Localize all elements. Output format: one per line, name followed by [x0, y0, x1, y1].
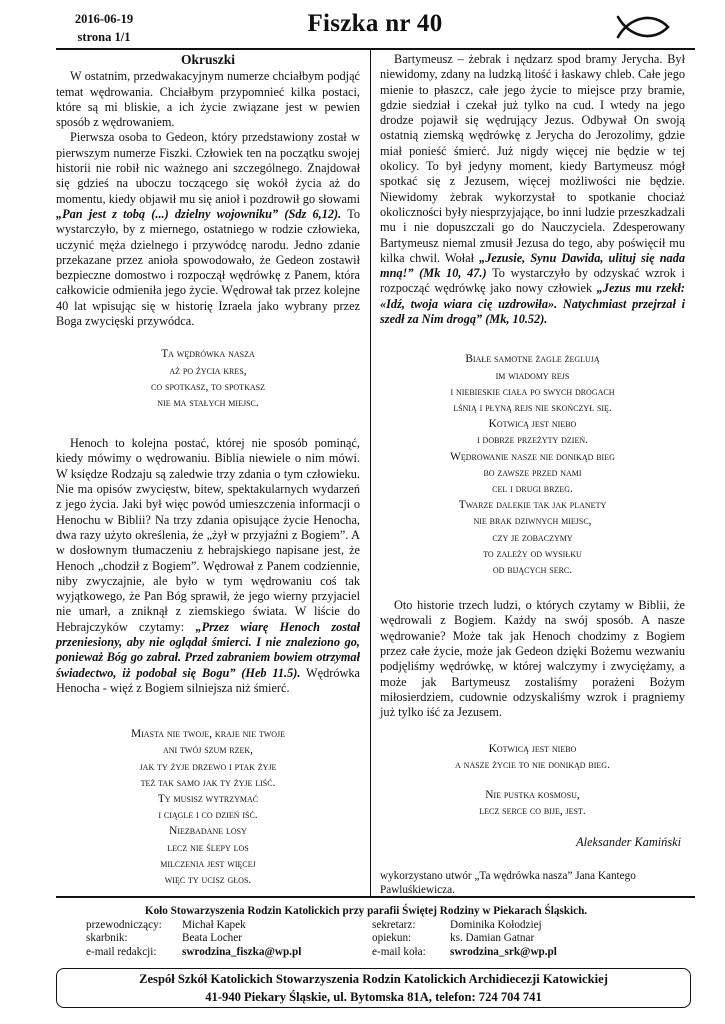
- gedeon-quote: „Pan jest z tobą (...) dzielny wojowniku” (Sdz 6,12).: [56, 206, 342, 221]
- school-address-box: [56, 968, 691, 1008]
- poem-line: i dobrze przeżyty dzień.: [477, 434, 588, 447]
- source-note: wykorzystano utwór „Ta wędrówka nasza” Jana Kantego Pawluśkiewicza.: [380, 869, 636, 897]
- bartymeusz-text: Bartymeusz – żebrak i nędzarz spod bramy Jerycha. Był niewidomy, zdany na ludzką litość i łaskawy chleb. Całe jego mienie to płaszcz, całe jego życie to miejsce przy bramie, gdzie siedział i czekał już tylko na cud. I wtedy na jego drodze pojawił się wędrujący Jezus. Odbywał On swoją ostatnią ziemską wędrówkę z Jerycha do Jerozolimy, gdzie miał ponieść śmierć. Już nigdy więcej nie będzie w tej okolicy. To był jedyny moment, kiedy Bartymeusz mógł spotkać się z Jezusem, więcej możliwości nie będzie. Niewidomy żebrak wykorzystał to spotkanie chociaż okoliczności były niesprzyjające, bo inni ludzie przeszkadzali mu i nie dopuszczali go do Nauczyciela. Zdesperowany Bartymeusz niemal zmusił Jezusa do tego, aby poświęcił mu kilka chwil. Wołał: [380, 52, 685, 265]
- gedeon-paragraph: [56, 130, 360, 329]
- contact-value: Michał Kapek: [182, 919, 246, 932]
- footer: [86, 905, 646, 959]
- poem-line: ani twój szum rzek,: [162, 744, 254, 757]
- poem-line: Niezbadane losy: [169, 825, 247, 838]
- henoch-text-end: Wędrówka Henocha - więź z Bogiem silniejsza niż śmierć.: [56, 665, 360, 695]
- poem-line: Kotwicą jest niebo: [488, 742, 577, 755]
- poem-line: to zależy od wysiłku: [483, 547, 582, 560]
- bartymeusz-quote-2: „Jezus mu rzekł: «Idź, twoja wiara cię uzdrowiła». Natychmiast przejrzał i szedł za Nim drogą” (Mk, 10.52).: [380, 281, 685, 327]
- gedeon-text-end: To wystarczyło, by z miernego, ostatniego w rodzie człowieka, uczynić męża dzielnego i przywódcę narodu. Jedno zdanie przekazane przez anioła spowodowało, że Gedeon zostawił bezpieczne domostwo i rozpoczął wędrówkę z Panem, która całkowicie odmieniła jego życie. Wędrował tak przez kolejne 40 lat wpisując się w historię Izraela jako wybrany przez Boga zwycięski przywódca.: [56, 206, 361, 329]
- henoch-paragraph: [56, 436, 360, 696]
- poem-stanza-3: [380, 351, 685, 578]
- henoch-text: Henoch to kolejna postać, której nie sposób pominąć, kiedy mówimy o wędrowaniu. Biblia niewiele o nim mówi. W księdze Rodzaju są zaledwie trzy zdania o tym człowieku. Nie ma opisów zwycięstw, bitew, spektakularnych wydarzeń z jego życia. Jaki był więc powód umieszczenia informacji o Henochu w Biblii? Na trzy zdania opisujące życie Henocha, dwa razy użyto określenia, że „żył w przyjaźni z Bogiem”. A w dosłownym tłumaczeniu z hebrajskiego napisane jest, że Henoch „chodził z Bogiem”. Wędrował z Panem codziennie, niby zwyczajnie, ale było w tym wędrowaniu coś tak wyjątkowego, że Pan Bóg sprawił, że jego wierny przyjaciel nie umarł, a zniknął z ziemskiego świata. W liście do Hebrajczyków czytamy:: [56, 436, 360, 634]
- poem-line: im wiadomy rejs: [495, 369, 570, 382]
- contacts-table: [86, 919, 646, 959]
- poem-line: milczenia jest więcej: [160, 857, 256, 870]
- issue-date: 2016-06-19: [74, 12, 134, 26]
- right-column: [380, 52, 685, 898]
- conclusion-paragraph: Oto historie trzech ludzi, o których czytamy w Biblii, że wędrowali z Bogiem. Każdy na swój sposób. A nasze wędrowanie? Może tak jak Henoch chodzimy z Bogiem przez całe życie, może jak Gedeon dzięki Bożemu wezwaniu podjęliśmy wędrówkę, w której walczymy i zwyciężamy, a może jak Bartymeusz zostaliśmy porażeni Bożym miłosierdziem, cudownie odzyskaliśmy wzrok i pragniemy już tylko iść za Jezusem.: [380, 598, 685, 720]
- poem-line: jak ty żyje drzewo i ptak żyje: [139, 760, 277, 773]
- poem-line: bo zawsze przed nami: [483, 466, 582, 479]
- poem-line: a nasze życie to nie donikąd bieg.: [455, 758, 610, 771]
- header-divider: [56, 48, 695, 50]
- gedeon-text: Pierwsza osoba to Gedeon, który przedstawiony został w pierwszym numerze Fiszki. Człowiek ten na początku swojej historii nie robił nic ważnego ani szczególnego. Znajdował się gdzieś na uboczu toczącego się wokół życia aż do momentu, kiedy objawił mu się anioł i pozdrowił go słowami: [56, 130, 360, 206]
- school-name: Zespół Szkół Katolickich Stowarzyszenia Rodzin Katolickich Archidiecezji Katowickiej: [139, 972, 608, 986]
- poem-line: Twarze dalekie tak jak planety: [458, 499, 607, 512]
- intro-paragraph: W ostatnim, przedwakacyjnym numerze chciałbym podjąć temat wędrowania. Chciałbym przypomnieć kilka postaci, które są mi bliskie, a ich życie związane jest w pewien sposób z wędrowaniem.: [56, 69, 360, 130]
- contact-label: opiekun:: [372, 932, 412, 945]
- poem-stanza-5: [380, 787, 685, 819]
- poem-line: Ty musisz wytrzymać: [157, 793, 259, 806]
- poem-stanza-4: [380, 741, 685, 773]
- column-divider: [370, 50, 371, 896]
- poem-line: też tak samo jak ty żyje liść.: [140, 776, 276, 789]
- poem-line: co spotkasz, to spotkasz: [151, 380, 265, 393]
- contact-value: Beata Locher: [182, 932, 242, 945]
- footer-divider: [56, 896, 695, 898]
- poem-line: Wędrowanie nasze nie donikąd bieg: [450, 450, 615, 463]
- poem-line: lecz nie ślepy los: [167, 841, 249, 854]
- poem-line: nie brak dziwnych miejsc,: [473, 515, 592, 528]
- poem-line: Nie pustka kosmosu,: [485, 788, 580, 801]
- poem-line: aż po życia kres,: [169, 364, 247, 377]
- author-signature: Aleksander Kamiński: [576, 835, 681, 850]
- poem-line: więc ty ucisz głos.: [164, 874, 252, 887]
- association-name: Koło Stowarzyszenia Rodzin Katolickich przy parafii Świętej Rodziny w Piekarach Śląskich.: [144, 905, 588, 917]
- contact-label: przewodniczący:: [86, 919, 162, 932]
- poem-line: lecz serce co bije, jest.: [479, 805, 586, 818]
- poem-line: od bijących serc.: [492, 563, 573, 576]
- poem-line: lśnią i płyną rejs nie skończył się.: [453, 401, 612, 414]
- article-title: Okruszki: [180, 52, 235, 67]
- poem-line: czy je zobaczymy: [492, 531, 573, 544]
- contact-label: e-mail redakcji:: [86, 945, 157, 958]
- issue-date-block: [64, 10, 144, 46]
- contacts-row: [86, 919, 646, 932]
- poem-line: Miasta nie twoje, kraje nie twoje: [130, 728, 286, 741]
- school-address: 41-940 Piekary Śląskie, ul. Bytomska 81A, telefon: 724 704 741: [205, 990, 542, 1004]
- poem-line: Ta wędrówka nasza: [161, 348, 255, 361]
- contacts-row: [86, 932, 646, 945]
- contact-label: e-mail koła:: [372, 945, 426, 958]
- page-title: Fiszka nr 40: [307, 10, 443, 37]
- poem-line: Kotwicą jest niebo: [488, 418, 577, 431]
- contact-label: skarbnik:: [86, 932, 128, 945]
- poem-line: cel i drugi brzeg.: [492, 482, 573, 495]
- club-email-link[interactable]: swrodzina_srk@wp.pl: [450, 945, 557, 958]
- poem-stanza-2: [56, 726, 360, 888]
- poem-line: i ciągle i co dzień iść.: [158, 809, 258, 822]
- contact-label: sekretarz:: [372, 919, 416, 932]
- poem-line: Białe samotne żagle żeglują: [465, 353, 600, 366]
- bartymeusz-quote-1: „Jezusie, Synu Dawida, ulituj się nada mną!” (Mk 10, 47.): [380, 250, 686, 281]
- bartymeusz-paragraph: [380, 52, 685, 327]
- poem-line: i niebieskie ciała po swych drogach: [450, 385, 615, 398]
- page-number: strona 1/1: [77, 30, 131, 44]
- poem-line: nie ma stałych miejsc.: [157, 396, 259, 409]
- henoch-quote: „Przez wiarę Henoch został przeniesiony, aby nie oglądał śmierci. I nie znaleziono go, ponieważ Bóg go zabrał. Przed zabraniem bowiem otrzymał świadectwo, iż podobał się Bogu” (Heb 11.5).: [56, 619, 361, 680]
- contact-value: Dominika Kołodziej: [450, 919, 542, 932]
- left-column: [56, 52, 360, 888]
- editorial-email-link[interactable]: swrodzina_fiszka@wp.pl: [182, 945, 302, 958]
- poem-stanza-1: [56, 346, 360, 411]
- bartymeusz-text-mid: To wystarczyło by odzyskać wzrok i rozpocząć wędrówkę jako nowy człowiek: [380, 266, 685, 296]
- fish-icon: [616, 14, 670, 40]
- contact-value: ks. Damian Gatnar: [450, 932, 535, 945]
- contacts-row: [86, 946, 646, 959]
